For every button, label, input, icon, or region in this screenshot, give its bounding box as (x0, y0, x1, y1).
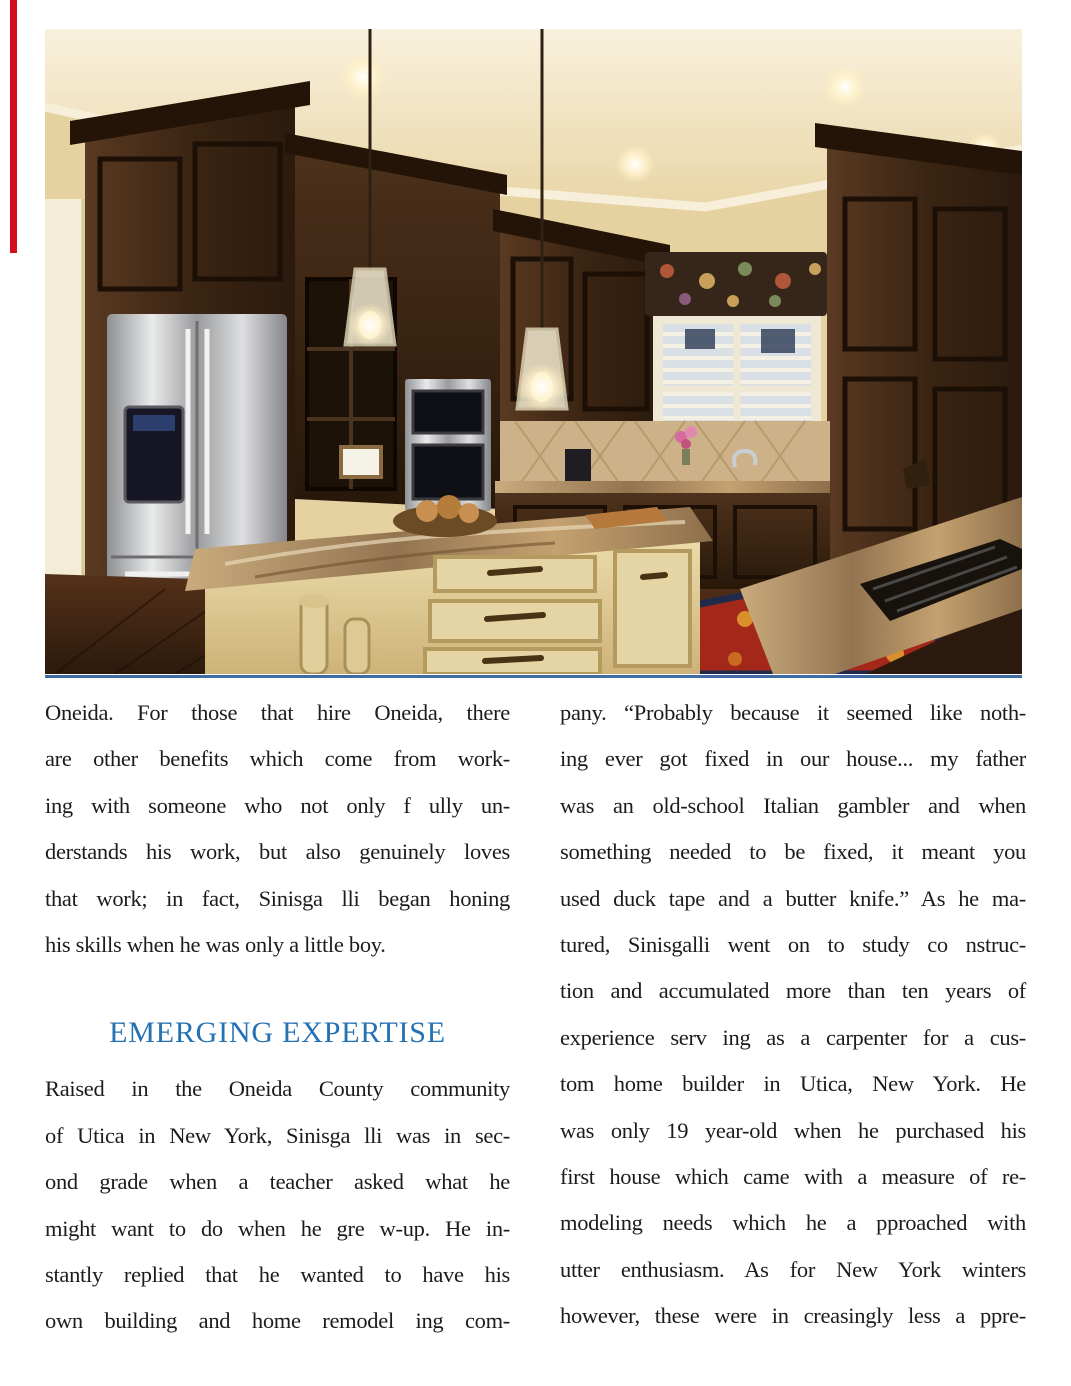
paragraph-1 (45, 690, 510, 968)
paragraph-3 (560, 690, 1026, 1339)
left-text-column (45, 690, 510, 1345)
text-line: stantly replied that he wanted to have his (45, 1261, 510, 1287)
text-line: that work; in fact, Sinisga lli began honing (45, 885, 510, 911)
kitchen-photo-illustration (45, 29, 1022, 674)
text-line: his skills when he was only a little boy. (45, 931, 386, 957)
recessed-light (615, 144, 655, 184)
island-drawer (430, 601, 600, 641)
text-line: Oneida. For those that hire Oneida, there (45, 700, 510, 725)
page-edge-accent-bar (10, 0, 17, 253)
text-line: pany. “Probably because it seemed like noth- (560, 700, 1026, 725)
text-line: derstands his work, but also genuinely loves (45, 839, 510, 865)
text-line: of Utica in New York, Sinisga lli was in sec- (45, 1122, 510, 1148)
text-line: tion and accumulated more than ten years of (560, 978, 1026, 1004)
text-line: are other benefits which come from work- (45, 746, 510, 772)
text-line: tom home builder in Utica, New York. He (560, 1071, 1026, 1097)
text-line: was an old-school Italian gambler and when (560, 792, 1026, 818)
photo-underline-rule (45, 675, 1022, 678)
text-line: used duck tape and a butter knife.” As he ma- (560, 885, 1026, 911)
right-text-column (560, 690, 1026, 1339)
text-line: might want to do when he gre w-up. He in- (45, 1215, 510, 1241)
text-line: however, these were in creasingly less a ppre- (560, 1303, 1026, 1329)
text-line: experience serv ing as a carpenter for a cus- (560, 1024, 1026, 1050)
text-line: ing ever got fixed in our house... my father (560, 746, 1026, 772)
recessed-light (339, 53, 387, 101)
text-line: utter enthusiasm. As for New York winters (560, 1256, 1026, 1282)
paragraph-2 (45, 1066, 510, 1344)
text-line: ing with someone who not only f ully un- (45, 792, 510, 818)
recessed-light (823, 65, 867, 109)
text-line: something needed to be fixed, it meant you (560, 839, 1026, 865)
island-door (615, 551, 690, 666)
section-heading: EMERGING EXPERTISE (109, 1016, 446, 1050)
text-line: first house which came with a measure of re- (560, 1163, 1026, 1189)
picture-frame (341, 447, 381, 477)
text-line: tured, Sinisgalli went on to study co nstruc- (560, 931, 1026, 957)
text-line: modeling needs which he a pproached with (560, 1210, 1026, 1236)
back-countertop (495, 481, 830, 495)
window-valance (645, 252, 827, 316)
text-line: ond grade when a teacher asked what he (45, 1169, 510, 1195)
kitchen-photo (45, 29, 1022, 674)
text-line: own building and home remodel ing com- (45, 1308, 510, 1334)
text-line: was only 19 year-old when he purchased his (560, 1117, 1026, 1143)
text-line: Raised in the Oneida County community (45, 1076, 510, 1102)
